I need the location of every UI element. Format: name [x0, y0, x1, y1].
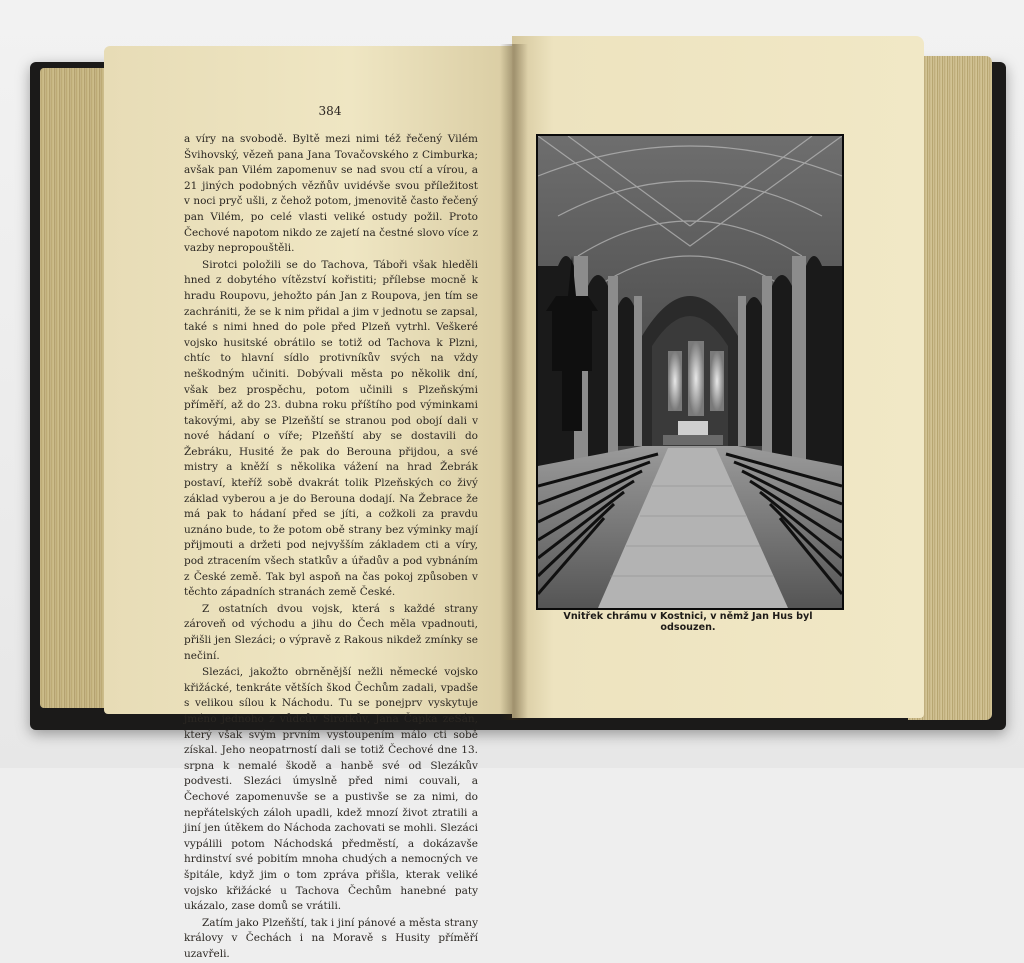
paragraph: Sirotci položili se do Tachova, Táboři však hleděli hned z dobytého vítězství kořistiti; přílebse mocně k hradu Roupovu, jehožto pán Jan z Roupova, jen tím se zachrániti, že se k nim přidal a jim v jednotu se zapsal, také s nimi hned do pole před Plzeň vytrhl. Veškeré vojsko husitské obrátilo se totiž od Tachova k Plzni, chtíc to hlavní sídlo protivníkův svých na vždy neškodným učiniti. Dobývali města po několik dní, však bez prospěchu, potom učinili s Plzeňskými příměří, až do 23. dubna roku příštího pod výminkami takovými, aby se Plzeňští se stranou pod obojí dali v nové hádaní o víře; Plzeňští aby se dostavili do Žebráku, Husité že pak do Berouna přijdou, a své mistry a kněží s několika vážení na hrad Žebrák postaví, kteříž sobě dvakrát tolik Plzeňských co živý základ vyberou a je do Berouna dodají. Na Žebrace že má pak to hádaní před se jíti, a cožkoli za pravdu uznáno bude, to že potom obě strany bez výminky mají přijmouti a držeti pod nejvyšším základem cti a víry, pod ztracením všech statkův a úřadův a pod vybnáním z České země. Tak byl aspoň na čas pokoj způsoben v těchto západních stranách země České. [184, 258, 478, 599]
book-gutter [500, 44, 528, 720]
left-page-edges [40, 68, 112, 708]
paragraph: Z ostatních dvou vojsk, která s každé strany zároveň od východu a jihu do Čech měla vpadnouti, přišli jen Slezáci; o výpravě z Rakous nikdež zmínky se nečiní. [184, 602, 478, 662]
church-interior-plate [536, 134, 844, 610]
page-number: 384 [318, 104, 342, 118]
paragraph: Slezáci, jakožto obrněnější nežli německé vojsko křižácké, tenkráte větších škod Čechům zadali, vpadše s velikou sílou k Náchodu. Tu se ponejprv vyskytuje jméno jednoho z vůdcův Sirotkův, Jana Čapka zeSán, který však svým prvním vystoupením málo cti sobě získal. Jeho neopatrností dali se totiž Čechové dne 13. srpna k nemalé škodě a hanbě své od Slezákův podvesti. Slezáci úmyslně před nimi couvali, a Čechové zapomenuvše se a pustivše se za nimi, do nepřátelských záloh upadli, kdež mnozí život ztratili a jiní jen útěkem do Náchoda zachovati se mohli. Slezáci vypálili potom Náchodská předměstí, a dokázavše hrdinství své pobitím mnoha chudých a nemocných ve špitále, když jim o tom zpráva přišla, kterak veliké vojsko křižácké u Tachova Čechům hanebné paty ukázalo, zase domů se vrátili. [184, 666, 478, 913]
left-page-text [184, 132, 478, 963]
paragraph: Zatím jako Plzeňští, tak i jiní pánové a města strany královy v Čechách i na Moravě s Husity příměří uzavřeli. [184, 916, 478, 960]
church-interior-illustration [538, 136, 842, 608]
paragraph: a víry na svobodě. Byltě mezi nimi též řečený Vilém Švihovský, vězeň pana Jana Tovačovského z Cimburka; avšak pan Vilém zapomenuv se nad svou ctí a vírou, a 21 jiných podobných vězňův uvidévše svou příležitost v noci pryč ušli, z čehož potom, jmenovitě často řečený pan Vilém, po celé vlasti veliké ostudy požil. Proto Čechové napotom nikdo ze zajetí na čestné slovo více z vazby nepropouštěli. [184, 133, 479, 255]
plate-caption: Vnitřek chrámu v Kostnici, v němž Jan Hus byl odsouzen. [563, 611, 813, 633]
